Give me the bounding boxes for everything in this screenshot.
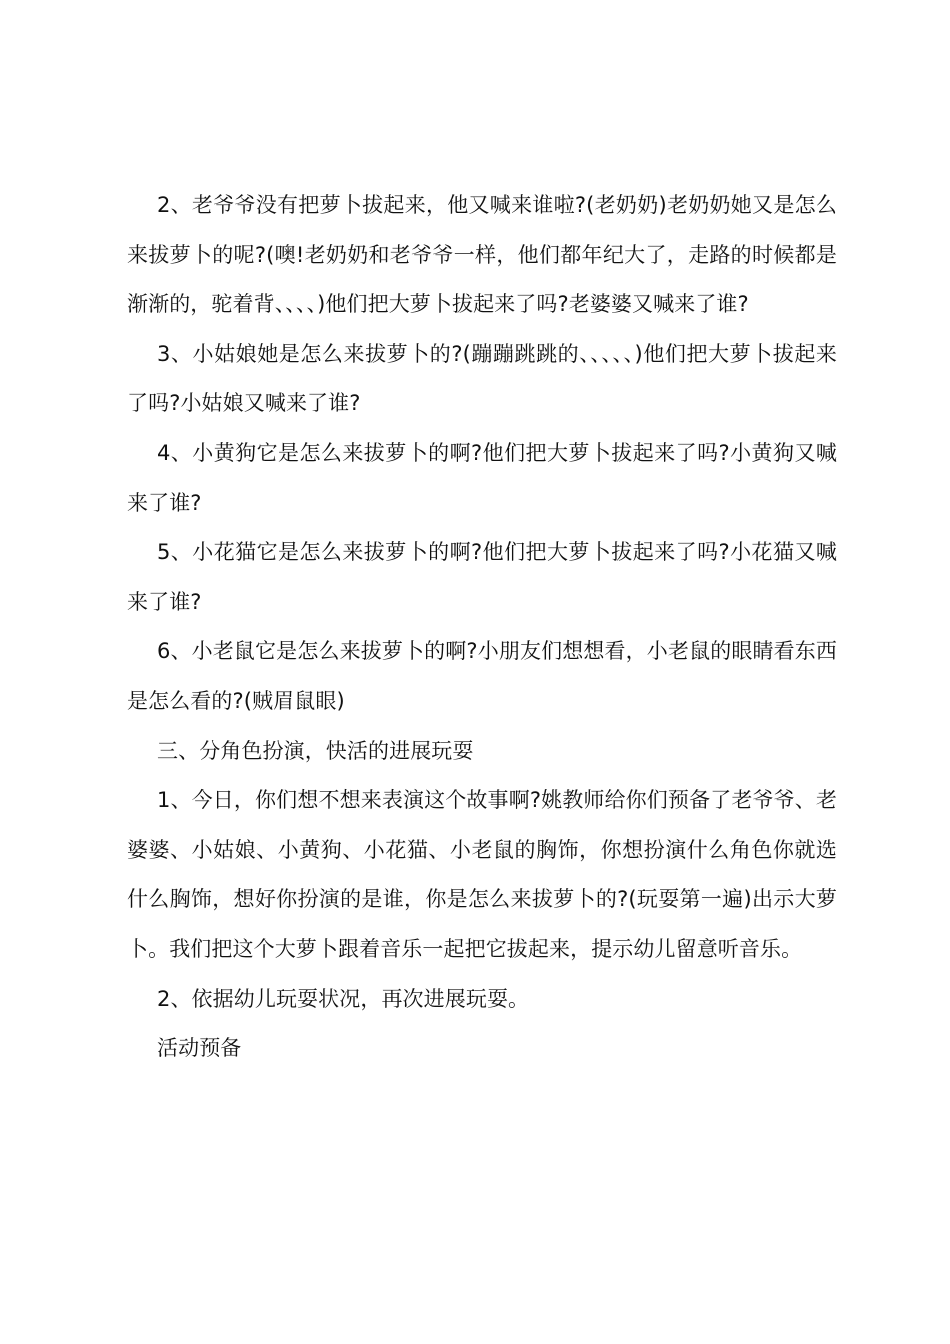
- section-heading-preparation: 活动预备: [157, 1036, 242, 1061]
- section-heading-role-play: 三、分角色扮演，快活的进展玩耍: [157, 738, 474, 763]
- paragraph-step-2: 2、老爷爷没有把萝卜拔起来，他又喊来谁啦?(老奶奶)老奶奶她又是怎么来拔萝卜的呢?(噢!老奶奶和老爷爷一样，他们都年纪大了，走路的时候都是渐渐的，驼着背、、、、)他们把大萝卜拔起来了吗?老婆婆又喊来了谁?: [127, 193, 837, 317]
- paragraph-role-play-1: 1、今日，你们想不想来表演这个故事啊?姚教师给你们预备了老爷爷、老婆婆、小姑娘、小黄狗、小花猫、小老鼠的胸饰，你想扮演什么角色你就选什么胸饰，想好你扮演的是谁，你是怎么来拔萝卜的?(玩耍第一遍)出示大萝卜。我们把这个大萝卜跟着音乐一起把它拔起来，提示幼儿留意听音乐。: [127, 788, 837, 961]
- paragraph-role-play-2: 2、依据幼儿玩耍状况，再次进展玩耍。: [157, 986, 530, 1011]
- paragraph-step-5: 5、小花猫它是怎么来拔萝卜的啊?他们把大萝卜拔起来了吗?小花猫又喊来了谁?: [127, 540, 837, 614]
- document-body: [127, 181, 837, 1074]
- paragraph-step-6: 6、小老鼠它是怎么来拔萝卜的啊?小朋友们想想看，小老鼠的眼睛看东西是怎么看的?(贼眉鼠眼): [127, 639, 837, 713]
- paragraph-step-4: 4、小黄狗它是怎么来拔萝卜的啊?他们把大萝卜拔起来了吗?小黄狗又喊来了谁?: [127, 440, 837, 515]
- paragraph-step-3: 3、小姑娘她是怎么来拔萝卜的?(蹦蹦跳跳的、、、、、)他们把大萝卜拔起来了吗?小姑娘又喊来了谁?: [127, 341, 837, 416]
